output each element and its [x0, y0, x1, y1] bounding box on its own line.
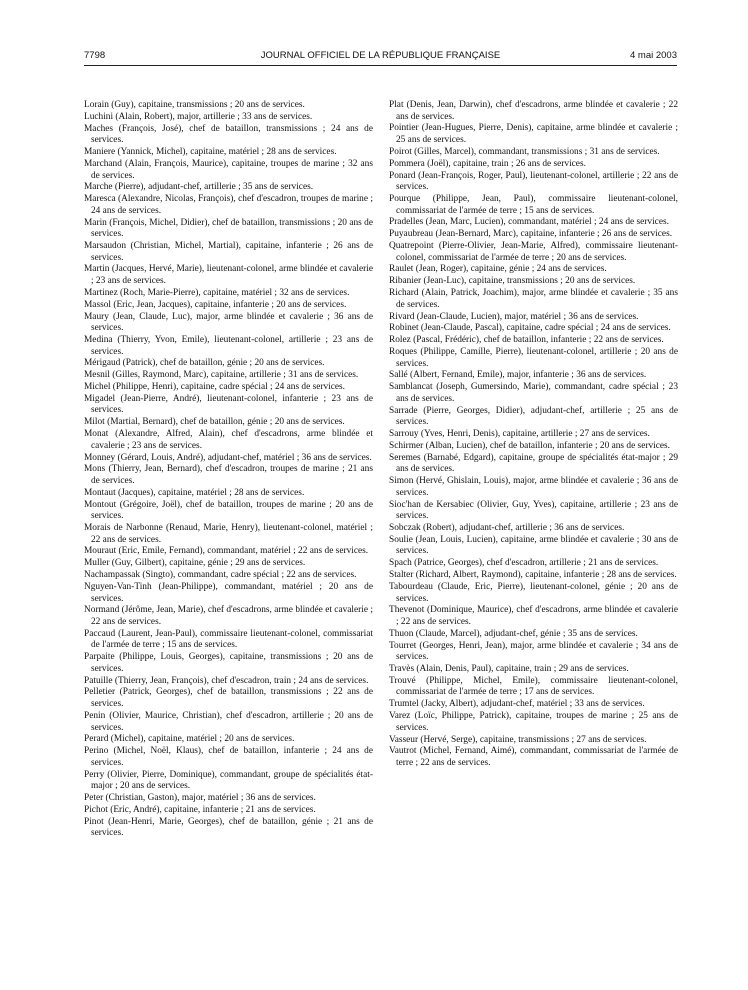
list-item: Richard (Alain, Patrick, Joachim), major, arme blindée et cavalerie ; 35 ans de services.: [389, 288, 678, 310]
list-item: Ponard (Jean-François, Roger, Paul), lieutenant-colonel, artillerie ; 22 ans de services.: [389, 170, 678, 193]
list-item: Thuon (Claude, Marcel), adjudant-chef, génie ; 35 ans de services.: [389, 628, 638, 639]
list-item: Varez (Loïc, Philippe, Patrick), capitaine, troupes de marine ; 25 ans de services.: [389, 711, 678, 733]
list-item: Mouraut (Eric, Emile, Fernand), commandant, matériel ; 22 ans de services.: [84, 546, 369, 557]
list-item: Trumtel (Jacky, Albert), adjudant-chef, matériel ; 33 ans de services.: [389, 699, 645, 710]
list-item: Patuille (Thierry, Jean, François), chef d'escadron, train ; 24 ans de services.: [84, 675, 369, 686]
list-item: Montout (Grégoire, Joël), chef de bataillon, troupes de marine ; 20 ans de services.: [84, 499, 373, 522]
list-item: Sobczak (Robert), adjudant-chef, artillerie ; 36 ans de services.: [389, 523, 625, 533]
list-item: Maniere (Yannick, Michel), capitaine, matériel ; 28 ans de services.: [84, 147, 337, 158]
list-item: Samblancat (Joseph, Gumersindo, Marie), commandant, cadre spécial ; 23 ans de services.: [389, 382, 678, 404]
list-item: Maresca (Alexandre, Nicolas, François), chef d'escadron, troupes de marine ; 24 ans de services.: [84, 194, 373, 216]
list-item: Montaut (Jacques), capitaine, matériel ; 28 ans de services.: [84, 487, 305, 498]
list-item: Tabourdeau (Claude, Eric, Pierre), lieutenant-colonel, génie ; 20 ans de services.: [389, 581, 678, 604]
list-item: Sarrouy (Yves, Henri, Denis), capitaine, artillerie ; 27 ans de services.: [389, 429, 650, 440]
list-item: Quatrepoint (Pierre-Olivier, Jean-Marie, Alfred), commissaire lieutenant-colonel, commissariat de l'armée de terre ; 20 ans de services.: [389, 241, 678, 263]
list-item: Nguyen-Van-Tinh (Jean-Philippe), commandant, matériel ; 20 ans de services.: [84, 581, 373, 604]
list-item: Maches (François, José), chef de bataillon, transmissions ; 24 ans de services.: [84, 123, 373, 146]
list-item: Robinet (Jean-Claude, Pascal), capitaine, cadre spécial ; 24 ans de services.: [389, 323, 671, 334]
list-item: Schirmer (Alban, Lucien), chef de bataillon, infanterie ; 20 ans de services.: [389, 440, 670, 451]
list-item: Ribanier (Jean-Luc), capitaine, transmissions ; 20 ans de services.: [389, 276, 636, 287]
list-item: Marche (Pierre), adjudant-chef, artillerie ; 35 ans de services.: [84, 182, 314, 193]
list-item: Mons (Thierry, Jean, Bernard), chef d'escadron, troupes de marine ; 21 ans de services.: [84, 464, 373, 486]
list-item: Milot (Martial, Bernard), chef de bataillon, génie ; 20 ans de services.: [84, 417, 345, 428]
list-item: Raulet (Jean, Roger), capitaine, génie ; 24 ans de services.: [389, 264, 607, 275]
list-item: Peter (Christian, Gaston), major, matériel ; 36 ans de services.: [84, 793, 316, 804]
list-item: Trouvé (Philippe, Michel, Emile), commissaire lieutenant-colonel, commissariat de l'armée de terre ; 17 ans de services.: [389, 675, 678, 698]
list-item: Michel (Philippe, Henri), capitaine, cadre spécial ; 24 ans de services.: [84, 382, 346, 392]
list-item: Penin (Olivier, Maurice, Christian), chef d'escadron, artillerie ; 20 ans de services.: [84, 710, 373, 733]
list-item: Vasseur (Hervé, Serge), capitaine, transmissions ; 27 ans de services.: [389, 734, 647, 745]
list-item: Sioc'han de Kersabiec (Olivier, Guy, Yves), capitaine, artillerie ; 23 ans de services.: [389, 499, 678, 522]
list-item: Lorain (Guy), capitaine, transmissions ; 20 ans de services.: [84, 100, 305, 110]
list-item: Monat (Alexandre, Alfred, Alain), chef d'escadrons, arme blindée et cavalerie ; 23 ans de services.: [84, 429, 373, 451]
list-item: Martin (Jacques, Hervé, Marie), lieutenant-colonel, arme blindée et cavalerie ; 23 ans de services.: [84, 264, 373, 287]
list-item: Parpaite (Philippe, Louis, Georges), capitaine, transmissions ; 20 ans de services.: [84, 652, 373, 674]
list-item: Thevenot (Dominique, Maurice), chef d'escadrons, arme blindée et cavalerie ; 22 ans de services.: [389, 605, 678, 627]
page-number: 7798: [84, 50, 106, 61]
list-item: Paccaud (Laurent, Jean-Paul), commissaire lieutenant-colonel, commissariat de l'armée de terre ; 15 ans de services.: [84, 628, 373, 651]
list-item: Sarrade (Pierre, Georges, Didier), adjudant-chef, artillerie ; 25 ans de services.: [389, 405, 678, 428]
list-item: Sallé (Albert, Fernand, Emile), major, infanterie ; 36 ans de services.: [389, 370, 647, 381]
list-item: Travès (Alain, Denis, Paul), capitaine, train ; 29 ans de services.: [389, 664, 629, 674]
list-item: Perry (Olivier, Pierre, Dominique), commandant, groupe de spécialités état-major ; 20 ans de services.: [84, 769, 373, 792]
list-item: Poirot (Gilles, Marcel), commandant, transmissions ; 31 ans de services.: [389, 146, 660, 157]
page-header: [84, 50, 677, 64]
list-item: Massol (Eric, Jean, Jacques), capitaine, infanterie ; 20 ans de services.: [84, 299, 347, 310]
list-item: Monney (Gérard, Louis, André), adjudant-chef, matériel ; 36 ans de services.: [84, 452, 372, 463]
list-item: Simon (Hervé, Ghislain, Louis), major, arme blindée et cavalerie ; 36 ans de services.: [389, 476, 678, 498]
list-item: Nachampassak (Singto), commandant, cadre spécial ; 22 ans de services.: [84, 570, 357, 581]
left-column: [84, 100, 373, 840]
list-item: Pommera (Joël), capitaine, train ; 26 ans de services.: [389, 158, 586, 169]
list-item: Seremes (Barnabé, Edgard), capitaine, groupe de spécialités état-major ; 29 ans de services.: [389, 452, 678, 475]
list-item: Spach (Patrice, Georges), chef d'escadron, artillerie ; 21 ans de services.: [389, 558, 659, 569]
list-item: Normand (Jérôme, Jean, Marie), chef d'escadrons, arme blindée et cavalerie ; 22 ans de services.: [84, 605, 373, 627]
list-item: Perino (Michel, Noël, Klaus), chef de bataillon, infanterie ; 24 ans de services.: [84, 746, 373, 768]
list-item: Puyaubreau (Jean-Bernard, Marc), capitaine, infanterie ; 26 ans de services.: [389, 229, 673, 240]
list-item: Stalter (Richard, Albert, Raymond), capitaine, infanterie ; 28 ans de services.: [389, 570, 677, 581]
publication-date: 4 mai 2003: [629, 50, 677, 61]
list-item: Marsaudon (Christian, Michel, Martial), capitaine, infanterie ; 26 ans de services.: [84, 241, 373, 263]
list-item: Marin (François, Michel, Didier), chef de bataillon, transmissions ; 20 ans de services.: [84, 217, 373, 240]
list-item: Martinez (Roch, Marie-Pierre), capitaine, matériel ; 32 ans de services.: [84, 287, 350, 298]
list-item: Pradelles (Jean, Marc, Lucien), commandant, matériel ; 24 ans de services.: [389, 217, 669, 228]
list-item: Roques (Philippe, Camille, Pierre), lieutenant-colonel, artillerie ; 20 ans de services.: [389, 346, 678, 369]
list-item: Tourret (Georges, Henri, Jean), major, arme blindée et cavalerie ; 34 ans de services.: [389, 640, 678, 663]
list-item: Morais de Narbonne (Renaud, Marie, Henry), lieutenant-colonel, matériel ; 22 ans de services.: [84, 523, 373, 545]
journal-title: JOURNAL OFFICIEL DE LA RÉPUBLIQUE FRANÇAISE: [260, 50, 501, 61]
list-item: Vautrot (Michel, Fernand, Aimé), commandant, commissariat de l'armée de terre ; 22 ans de services.: [389, 746, 678, 768]
list-item: Plat (Denis, Jean, Darwin), chef d'escadrons, arme blindée et cavalerie ; 22 ans de services.: [389, 100, 678, 122]
list-item: Pointier (Jean-Hugues, Pierre, Denis), capitaine, arme blindée et cavalerie ; 25 ans de services.: [389, 123, 678, 146]
list-item: Luchini (Alain, Robert), major, artillerie ; 33 ans de services.: [84, 111, 313, 122]
list-item: Soulie (Jean, Louis, Lucien), capitaine, arme blindée et cavalerie ; 30 ans de services.: [389, 534, 678, 557]
list-item: Rolez (Pascal, Frédéric), chef de bataillon, infanterie ; 22 ans de services.: [389, 335, 664, 346]
list-item: Mesnil (Gilles, Raymond, Marc), capitaine, artillerie ; 31 ans de services.: [84, 370, 359, 381]
list-item: Maury (Jean, Claude, Luc), major, arme blindée et cavalerie ; 36 ans de services.: [84, 311, 373, 334]
list-item: Perard (Michel), capitaine, matériel ; 20 ans de services.: [84, 734, 295, 745]
list-item: Medina (Thierry, Yvon, Emile), lieutenant-colonel, artillerie ; 23 ans de services.: [84, 334, 373, 357]
list-item: Pourque (Philippe, Jean, Paul), commissaire lieutenant-colonel, commissariat de l'armée de terre ; 15 ans de services.: [389, 193, 678, 216]
list-item: Mérigaud (Patrick), chef de bataillon, génie ; 20 ans de services.: [84, 358, 325, 369]
list-item: Marchand (Alain, François, Maurice), capitaine, troupes de marine ; 32 ans de services.: [84, 158, 373, 181]
list-item: Muller (Guy, Gilbert), capitaine, génie ; 29 ans de services.: [84, 558, 306, 569]
list-item: Pichot (Eric, André), capitaine, infanterie ; 21 ans de services.: [84, 804, 316, 815]
list-item: Pinot (Jean-Henri, Marie, Georges), chef de bataillon, génie ; 21 ans de services.: [84, 816, 373, 839]
right-column: [389, 100, 678, 770]
list-item: Migadel (Jean-Pierre, André), lieutenant-colonel, infanterie ; 23 ans de services.: [84, 393, 373, 416]
list-item: Rivard (Jean-Claude, Lucien), major, matériel ; 36 ans de services.: [389, 311, 639, 322]
list-item: Pelletier (Patrick, Georges), chef de bataillon, transmissions ; 22 ans de services.: [84, 687, 373, 710]
header-rule: [84, 65, 677, 66]
